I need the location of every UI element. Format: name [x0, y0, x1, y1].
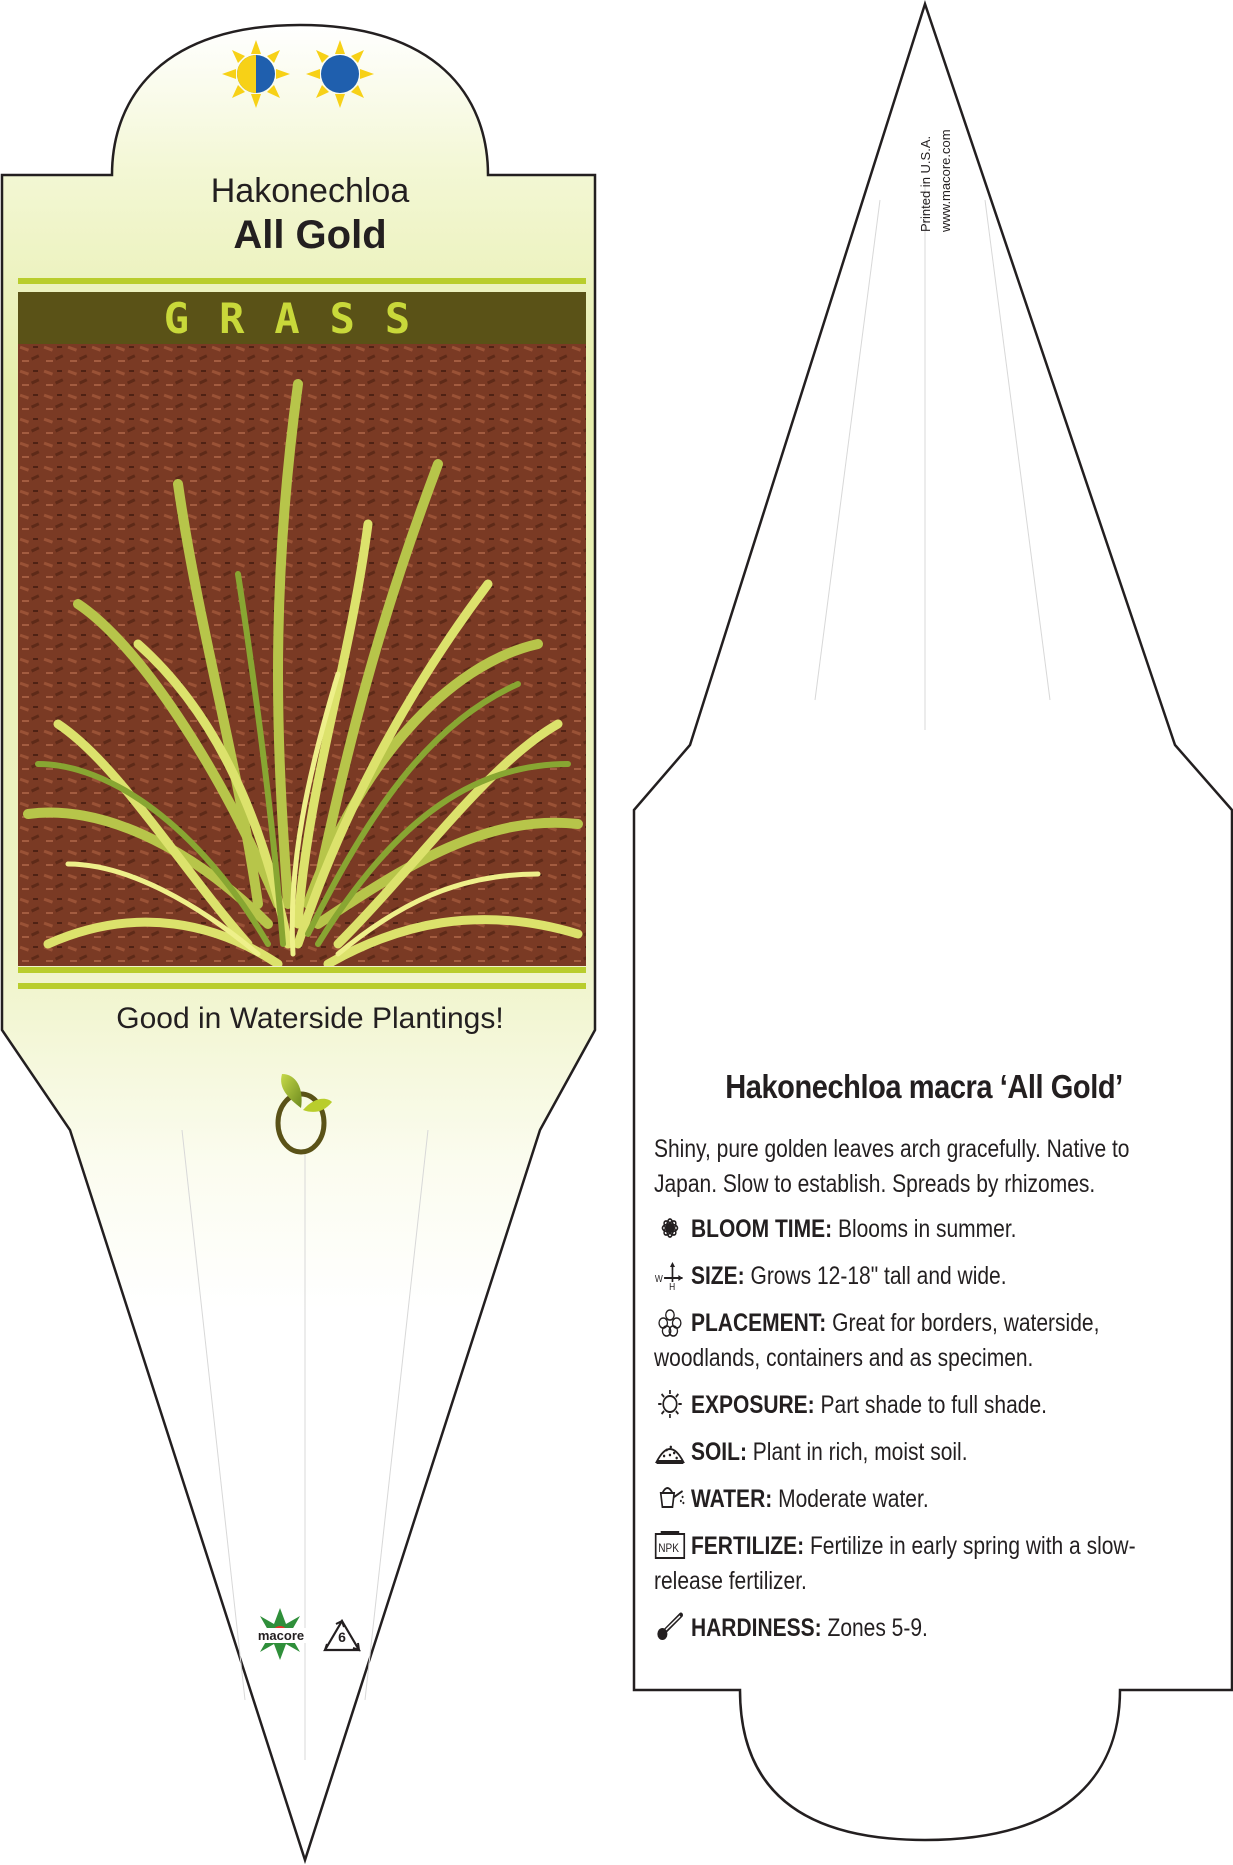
size-label: SIZE: — [690, 1262, 745, 1290]
plant-botanical-title: Hakonechloa macra ‘All Gold’ — [725, 1068, 1123, 1105]
attr-bloom-time — [654, 1212, 1175, 1247]
sun-outline-icon — [654, 1389, 686, 1419]
water-value: Moderate water. — [778, 1485, 929, 1513]
plant-photo — [18, 344, 586, 966]
website-text: www.macore.com — [938, 129, 953, 232]
plant-description: Shiny, pure golden leaves arch gracefully. Native to Japan. Slow to establish. Spreads by rhizomes. — [654, 1135, 1130, 1198]
seedling-logo-icon — [268, 1068, 338, 1158]
tagline: Good in Waterside Plantings! — [116, 1002, 504, 1035]
size-icon — [654, 1260, 686, 1290]
size-w-label: W — [654, 1273, 663, 1285]
size-value: Grows 12-18" tall and wide. — [750, 1262, 1007, 1290]
exposure-label: EXPOSURE: — [690, 1391, 815, 1419]
attr-water — [654, 1482, 1175, 1517]
attr-placement — [654, 1306, 1175, 1376]
fertilize-label: FERTILIZE: — [690, 1532, 805, 1560]
accent-line-bottom — [18, 983, 586, 989]
placement-value: Great for borders, waterside, woodlands, containers and as specimen. — [654, 1309, 1100, 1372]
bloom-time-label: BLOOM TIME: — [690, 1215, 833, 1243]
npk-text: NPK — [658, 1542, 679, 1556]
attr-hardiness — [654, 1611, 1175, 1646]
part-sun-icon — [222, 40, 290, 108]
soil-value: Plant in rich, moist soil. — [752, 1438, 968, 1466]
accent-line-photo-bottom — [18, 967, 586, 973]
recycle-code: 6 — [338, 1629, 346, 1645]
plant-genus: Hakonechloa — [210, 172, 410, 210]
category-label: GRASS — [163, 294, 441, 343]
macore-brand-text: macore — [246, 1628, 316, 1643]
hardiness-value: Zones 5-9. — [827, 1614, 928, 1642]
bloom-time-value: Blooms in summer. — [837, 1215, 1017, 1243]
care-instructions — [654, 1132, 1175, 1658]
category-band — [18, 292, 586, 344]
placement-label: PLACEMENT: — [690, 1309, 827, 1337]
soil-label: SOIL: — [690, 1438, 747, 1466]
attr-size — [654, 1259, 1175, 1294]
soil-icon — [654, 1436, 686, 1466]
watering-can-icon — [654, 1483, 686, 1513]
size-h-label: H — [669, 1281, 676, 1290]
printed-in-text: Printed in U.S.A. — [918, 135, 933, 232]
water-label: WATER: — [690, 1485, 773, 1513]
flower-icon — [654, 1213, 686, 1243]
full-shade-icon — [306, 40, 374, 108]
attr-soil — [654, 1435, 1175, 1470]
hardiness-label: HARDINESS: — [690, 1614, 822, 1642]
thermometer-icon — [654, 1612, 686, 1642]
plant-cultivar: All Gold — [233, 213, 387, 257]
npk-icon — [654, 1530, 686, 1560]
sun-exposure-icons — [220, 38, 380, 110]
accent-line-top — [18, 278, 586, 284]
exposure-value: Part shade to full shade. — [820, 1391, 1047, 1419]
attr-fertilize — [654, 1529, 1175, 1599]
attr-exposure — [654, 1388, 1175, 1423]
fertilize-value: Fertilize in early spring with a slow-release fertilizer. — [654, 1532, 1136, 1595]
placement-icon — [654, 1307, 686, 1337]
